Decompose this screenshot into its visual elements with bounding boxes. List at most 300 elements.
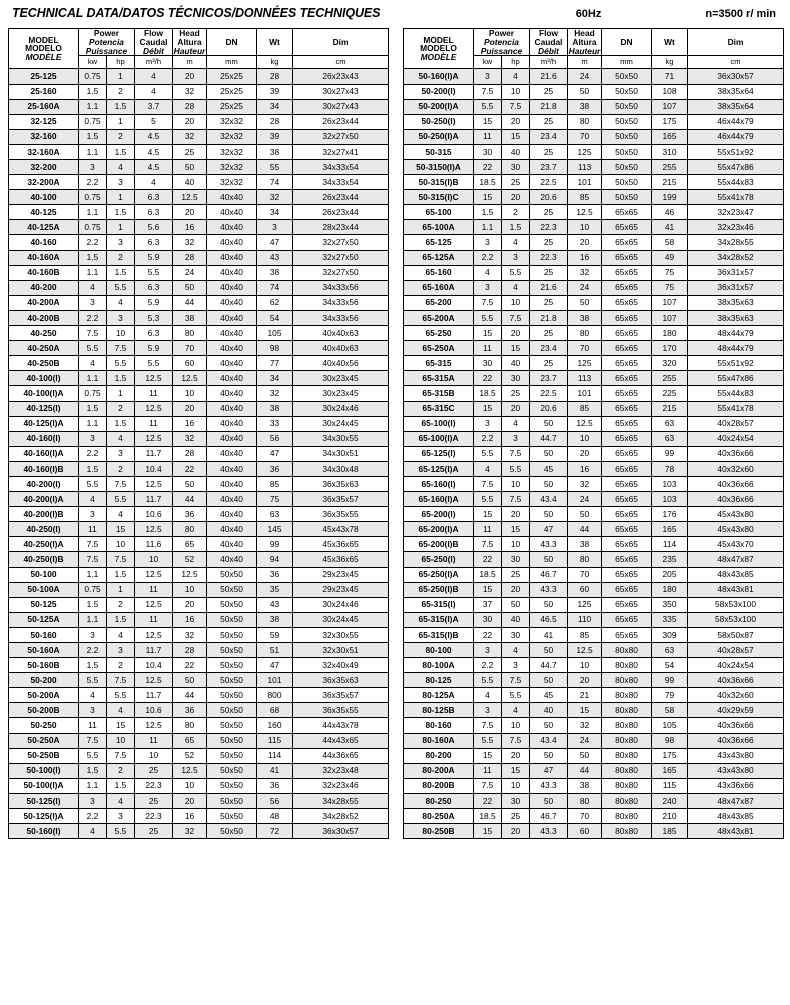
- cell-value: 32x23x46: [688, 220, 784, 235]
- unit-kw: kw: [474, 56, 502, 69]
- cell-value: 11: [135, 416, 173, 431]
- cell-value: 10: [173, 778, 207, 793]
- cell-value: 7.5: [474, 778, 502, 793]
- cell-value: 80x80: [602, 778, 652, 793]
- cell-value: 39: [257, 129, 293, 144]
- cell-value: 45: [530, 461, 568, 476]
- cell-value: 34: [257, 371, 293, 386]
- cell-value: 2: [107, 461, 135, 476]
- cell-value: 50: [173, 280, 207, 295]
- cell-value: 65x65: [602, 265, 652, 280]
- table-row: [404, 718, 784, 733]
- cell-value: 40x36x66: [688, 733, 784, 748]
- cell-value: 21.6: [530, 280, 568, 295]
- cell-value: 55x51x92: [688, 144, 784, 159]
- cell-value: 1.1: [79, 778, 107, 793]
- cell-value: 50: [530, 446, 568, 461]
- cell-value: 1: [107, 220, 135, 235]
- cell-value: 10: [568, 431, 602, 446]
- cell-value: 4: [79, 824, 107, 839]
- table-row: [9, 793, 389, 808]
- cell-value: 25: [530, 114, 568, 129]
- cell-value: 20: [502, 582, 530, 597]
- cell-value: 65x65: [602, 582, 652, 597]
- cell-value: 32x27x50: [293, 129, 389, 144]
- cell-value: 50x50: [207, 748, 257, 763]
- cell-value: 45: [530, 688, 568, 703]
- cell-value: 25: [530, 235, 568, 250]
- cell-value: 40: [502, 144, 530, 159]
- cell-value: 7.5: [474, 84, 502, 99]
- table-row: [9, 386, 389, 401]
- cell-value: 43x43x80: [688, 748, 784, 763]
- cell-value: 34x33x54: [293, 175, 389, 190]
- col-header-dn-label: DN: [225, 36, 238, 47]
- table-row: [9, 688, 389, 703]
- cell-value: 38: [257, 144, 293, 159]
- cell-value: 39: [257, 84, 293, 99]
- cell-value: 30: [502, 552, 530, 567]
- cell-value: 48: [257, 809, 293, 824]
- cell-value: 3: [502, 658, 530, 673]
- cell-value: 175: [652, 114, 688, 129]
- cell-value: 50x50: [207, 643, 257, 658]
- cell-model: 65-125: [404, 235, 474, 250]
- cell-model: 40-250B: [9, 356, 79, 371]
- cell-value: 50x50: [207, 658, 257, 673]
- cell-model: 40-250(I)B: [9, 552, 79, 567]
- cell-model: 40-200B: [9, 310, 79, 325]
- cell-value: 7.5: [79, 733, 107, 748]
- cell-value: 55x51x92: [688, 356, 784, 371]
- cell-value: 50: [568, 84, 602, 99]
- col-header-head-es: Altura: [177, 36, 202, 47]
- cell-value: 34: [257, 99, 293, 114]
- cell-value: 1.5: [107, 567, 135, 582]
- cell-value: 65x65: [602, 356, 652, 371]
- cell-value: 176: [652, 507, 688, 522]
- cell-value: 40x28x57: [688, 643, 784, 658]
- cell-value: 1.5: [107, 205, 135, 220]
- col-header-power-en: Power: [488, 28, 515, 38]
- table-row: [404, 371, 784, 386]
- cell-value: 40x29x59: [688, 703, 784, 718]
- cell-value: 85: [257, 476, 293, 491]
- table-row: [404, 673, 784, 688]
- cell-value: 15: [474, 114, 502, 129]
- cell-value: 58x50x87: [688, 627, 784, 642]
- cell-value: 40x32x60: [688, 688, 784, 703]
- cell-value: 115: [652, 778, 688, 793]
- cell-value: 40x40: [207, 552, 257, 567]
- cell-value: 25: [530, 205, 568, 220]
- col-header-head-en: Head: [179, 28, 200, 38]
- table-row: [404, 386, 784, 401]
- table-row: [9, 612, 389, 627]
- table-row: [404, 69, 784, 84]
- cell-value: 80x80: [602, 643, 652, 658]
- table-row: [9, 114, 389, 129]
- cell-model: 65-315(I)B: [404, 627, 474, 642]
- unit-dn: mm: [207, 56, 257, 69]
- cell-value: 37: [474, 597, 502, 612]
- table-body-left: [9, 69, 389, 839]
- cell-value: 4: [107, 627, 135, 642]
- cell-value: 4: [474, 688, 502, 703]
- cell-value: 10.4: [135, 461, 173, 476]
- cell-value: 25: [502, 809, 530, 824]
- cell-value: 80: [173, 718, 207, 733]
- cell-value: 30: [502, 160, 530, 175]
- cell-value: 3: [107, 809, 135, 824]
- cell-value: 7.5: [79, 326, 107, 341]
- cell-value: 1.1: [79, 567, 107, 582]
- cell-model: 40-250: [9, 326, 79, 341]
- table-row: [404, 763, 784, 778]
- cell-value: 35: [257, 582, 293, 597]
- cell-value: 114: [652, 537, 688, 552]
- cell-value: 34x33x54: [293, 160, 389, 175]
- cell-value: 45x36x65: [293, 552, 389, 567]
- table-row: [9, 326, 389, 341]
- cell-value: 50x50: [602, 175, 652, 190]
- cell-value: 38: [257, 612, 293, 627]
- cell-value: 5.5: [502, 265, 530, 280]
- cell-value: 21.6: [530, 69, 568, 84]
- cell-value: 11: [135, 733, 173, 748]
- cell-value: 40x24x54: [688, 431, 784, 446]
- cell-value: 4: [79, 688, 107, 703]
- cell-value: 1.5: [502, 220, 530, 235]
- cell-value: 22.3: [530, 220, 568, 235]
- cell-value: 11.7: [135, 688, 173, 703]
- cell-value: 25x25: [207, 84, 257, 99]
- cell-value: 40x40x56: [293, 356, 389, 371]
- col-header-power-es: Potencia: [89, 36, 124, 47]
- cell-value: 40x40x63: [293, 341, 389, 356]
- table-row: [404, 703, 784, 718]
- cell-value: 115: [257, 733, 293, 748]
- cell-model: 50-200: [9, 673, 79, 688]
- cell-value: 30x24x46: [293, 401, 389, 416]
- cell-value: 34x28x52: [688, 250, 784, 265]
- cell-value: 41: [652, 220, 688, 235]
- table-row: [9, 824, 389, 839]
- cell-value: 4: [474, 461, 502, 476]
- col-header-model-fr: MODÈLE: [25, 52, 62, 63]
- cell-value: 32: [173, 84, 207, 99]
- cell-value: 255: [652, 371, 688, 386]
- cell-value: 60: [568, 582, 602, 597]
- cell-model: 65-250A: [404, 341, 474, 356]
- cell-value: 1.5: [107, 416, 135, 431]
- cell-value: 2: [107, 763, 135, 778]
- cell-value: 70: [568, 341, 602, 356]
- cell-value: 22: [474, 627, 502, 642]
- cell-value: 32x32: [207, 129, 257, 144]
- cell-value: 65x65: [602, 507, 652, 522]
- cell-value: 7.5: [107, 552, 135, 567]
- cell-value: 40x32x60: [688, 461, 784, 476]
- cell-value: 22.3: [530, 250, 568, 265]
- cell-value: 32: [568, 718, 602, 733]
- cell-value: 65x65: [602, 431, 652, 446]
- cell-model: 40-160A: [9, 250, 79, 265]
- cell-value: 65x65: [602, 461, 652, 476]
- cell-value: 7.5: [79, 537, 107, 552]
- cell-value: 7.5: [474, 476, 502, 491]
- table-row: [9, 537, 389, 552]
- col-header-flow-es: Caudal: [139, 36, 168, 47]
- cell-value: 32x23x46: [293, 778, 389, 793]
- cell-model: 65-160(I): [404, 476, 474, 491]
- cell-value: 10: [502, 778, 530, 793]
- cell-value: 43x43x80: [688, 763, 784, 778]
- cell-value: 11: [79, 522, 107, 537]
- cell-model: 65-100(I)A: [404, 431, 474, 446]
- cell-value: 30x24x45: [293, 612, 389, 627]
- cell-value: 5.5: [107, 356, 135, 371]
- table-row: [404, 265, 784, 280]
- cell-value: 40x36x66: [688, 718, 784, 733]
- unit-flow: m³/h: [530, 56, 568, 69]
- cell-value: 36x35x57: [293, 688, 389, 703]
- cell-value: 40x40: [207, 220, 257, 235]
- cell-value: 34x33x56: [293, 280, 389, 295]
- cell-value: 36: [173, 507, 207, 522]
- cell-value: 113: [568, 371, 602, 386]
- table-row: [9, 567, 389, 582]
- cell-value: 205: [652, 567, 688, 582]
- cell-value: 38: [257, 265, 293, 280]
- cell-value: 22.3: [135, 778, 173, 793]
- table-row: [404, 643, 784, 658]
- cell-value: 3: [474, 280, 502, 295]
- table-row: [9, 748, 389, 763]
- cell-value: 40x40: [207, 386, 257, 401]
- cell-value: 32x27x50: [293, 235, 389, 250]
- cell-value: 99: [652, 673, 688, 688]
- cell-value: 4: [107, 793, 135, 808]
- cell-value: 50x50: [207, 718, 257, 733]
- cell-value: 5.5: [135, 356, 173, 371]
- cell-value: 11.7: [135, 492, 173, 507]
- cell-value: 40x40: [207, 476, 257, 491]
- cell-value: 50x50: [207, 673, 257, 688]
- cell-value: 32: [257, 386, 293, 401]
- cell-value: 180: [652, 326, 688, 341]
- cell-value: 1.5: [79, 461, 107, 476]
- cell-value: 20: [502, 326, 530, 341]
- cell-value: 58: [652, 235, 688, 250]
- cell-value: 3: [474, 703, 502, 718]
- cell-model: 65-250(I): [404, 552, 474, 567]
- cell-value: 101: [257, 673, 293, 688]
- cell-value: 40x40: [207, 507, 257, 522]
- cell-value: 20: [568, 235, 602, 250]
- cell-value: 12.5: [135, 627, 173, 642]
- cell-value: 63: [652, 643, 688, 658]
- cell-value: 40x40x63: [293, 326, 389, 341]
- cell-model: 40-200(I)B: [9, 507, 79, 522]
- cell-value: 0.75: [79, 69, 107, 84]
- table-row: [404, 446, 784, 461]
- cell-value: 1.5: [79, 597, 107, 612]
- cell-value: 44: [173, 492, 207, 507]
- cell-value: 43.3: [530, 778, 568, 793]
- cell-value: 103: [652, 476, 688, 491]
- cell-value: 10: [502, 84, 530, 99]
- cell-model: 40-200A: [9, 295, 79, 310]
- cell-value: 18.5: [474, 567, 502, 582]
- table-row: [404, 476, 784, 491]
- cell-model: 32-125: [9, 114, 79, 129]
- cell-value: 350: [652, 597, 688, 612]
- table-row: [9, 416, 389, 431]
- cell-value: 75: [652, 280, 688, 295]
- table-row: [404, 537, 784, 552]
- cell-value: 40x40: [207, 190, 257, 205]
- cell-value: 65x65: [602, 446, 652, 461]
- cell-value: 165: [652, 763, 688, 778]
- cell-value: 33: [257, 416, 293, 431]
- cell-model: 50-160B: [9, 658, 79, 673]
- cell-value: 2: [502, 205, 530, 220]
- cell-model: 65-125A: [404, 250, 474, 265]
- cell-value: 50x50: [602, 84, 652, 99]
- cell-value: 10: [107, 537, 135, 552]
- cell-value: 28: [173, 250, 207, 265]
- cell-value: 6.3: [135, 205, 173, 220]
- cell-value: 28: [257, 114, 293, 129]
- cell-model: 65-315: [404, 356, 474, 371]
- table-row: [9, 69, 389, 84]
- cell-value: 20: [502, 114, 530, 129]
- cell-model: 50-125A: [9, 612, 79, 627]
- cell-value: 68: [257, 703, 293, 718]
- cell-value: 40: [530, 703, 568, 718]
- col-header-wt-label: Wt: [664, 36, 675, 47]
- table-body-right: [404, 69, 784, 839]
- cell-value: 20: [173, 597, 207, 612]
- cell-value: 5.5: [474, 492, 502, 507]
- cell-value: 800: [257, 688, 293, 703]
- cell-value: 38x35x64: [688, 84, 784, 99]
- cell-value: 30x24x45: [293, 416, 389, 431]
- cell-model: 80-250A: [404, 809, 474, 824]
- col-header-flow: [135, 29, 173, 56]
- cell-value: 1: [107, 582, 135, 597]
- table-row: [9, 175, 389, 190]
- cell-value: 65x65: [602, 341, 652, 356]
- cell-value: 1.5: [107, 265, 135, 280]
- cell-value: 51: [257, 643, 293, 658]
- cell-model: 65-100(I): [404, 416, 474, 431]
- cell-value: 11: [474, 522, 502, 537]
- cell-value: 4: [502, 703, 530, 718]
- cell-value: 7.5: [502, 733, 530, 748]
- cell-value: 50: [568, 748, 602, 763]
- cell-value: 3: [79, 793, 107, 808]
- header-row: [404, 29, 784, 56]
- cell-model: 50-315: [404, 144, 474, 159]
- cell-value: 108: [652, 84, 688, 99]
- cell-value: 29x23x45: [293, 582, 389, 597]
- cell-value: 24: [568, 733, 602, 748]
- col-header-model-fr: MODÈLE: [420, 52, 457, 63]
- cell-value: 70: [568, 129, 602, 144]
- cell-value: 3: [107, 643, 135, 658]
- cell-value: 80x80: [602, 658, 652, 673]
- table-row: [9, 492, 389, 507]
- cell-value: 32: [257, 190, 293, 205]
- cell-value: 15: [502, 341, 530, 356]
- cell-value: 4: [502, 416, 530, 431]
- cell-value: 12.5: [173, 190, 207, 205]
- cell-value: 4: [135, 69, 173, 84]
- col-header-power-es: Potencia: [484, 36, 519, 47]
- cell-value: 50: [530, 507, 568, 522]
- cell-value: 40x36x66: [688, 673, 784, 688]
- cell-value: 40x40: [207, 371, 257, 386]
- cell-value: 40x40: [207, 205, 257, 220]
- cell-value: 1.1: [79, 144, 107, 159]
- cell-value: 199: [652, 190, 688, 205]
- cell-value: 1.5: [107, 371, 135, 386]
- cell-value: 4: [107, 507, 135, 522]
- cell-value: 20: [173, 69, 207, 84]
- cell-value: 44x43x65: [293, 733, 389, 748]
- cell-model: 40-125: [9, 205, 79, 220]
- cell-value: 32: [173, 824, 207, 839]
- cell-value: 38: [568, 99, 602, 114]
- unit-wt: kg: [257, 56, 293, 69]
- table-row: [9, 461, 389, 476]
- table-row: [9, 235, 389, 250]
- unit-dim: cm: [688, 56, 784, 69]
- cell-model: 65-315B: [404, 386, 474, 401]
- cell-value: 5.5: [474, 733, 502, 748]
- cell-value: 80: [173, 326, 207, 341]
- cell-model: 50-100: [9, 567, 79, 582]
- cell-value: 1.1: [474, 220, 502, 235]
- cell-value: 65x65: [602, 235, 652, 250]
- table-row: [9, 643, 389, 658]
- cell-value: 40x40: [207, 492, 257, 507]
- cell-value: 48x43x85: [688, 567, 784, 582]
- cell-model: 65-125(I): [404, 446, 474, 461]
- technical-data-table-left: [8, 28, 389, 839]
- cell-value: 22.5: [530, 175, 568, 190]
- cell-value: 47: [257, 658, 293, 673]
- cell-value: 50x50: [207, 582, 257, 597]
- table-row: [404, 160, 784, 175]
- cell-value: 4: [107, 703, 135, 718]
- table-row: [404, 144, 784, 159]
- cell-model: 40-250A: [9, 341, 79, 356]
- table-row: [404, 597, 784, 612]
- col-header-dim-label: Dim: [332, 36, 349, 47]
- cell-value: 12.5: [135, 401, 173, 416]
- cell-value: 38: [257, 401, 293, 416]
- cell-value: 6.3: [135, 326, 173, 341]
- cell-value: 36x35x55: [293, 507, 389, 522]
- table-row: [9, 401, 389, 416]
- cell-value: 50x50: [207, 778, 257, 793]
- cell-model: 50-125: [9, 597, 79, 612]
- cell-value: 145: [257, 522, 293, 537]
- cell-value: 11: [474, 341, 502, 356]
